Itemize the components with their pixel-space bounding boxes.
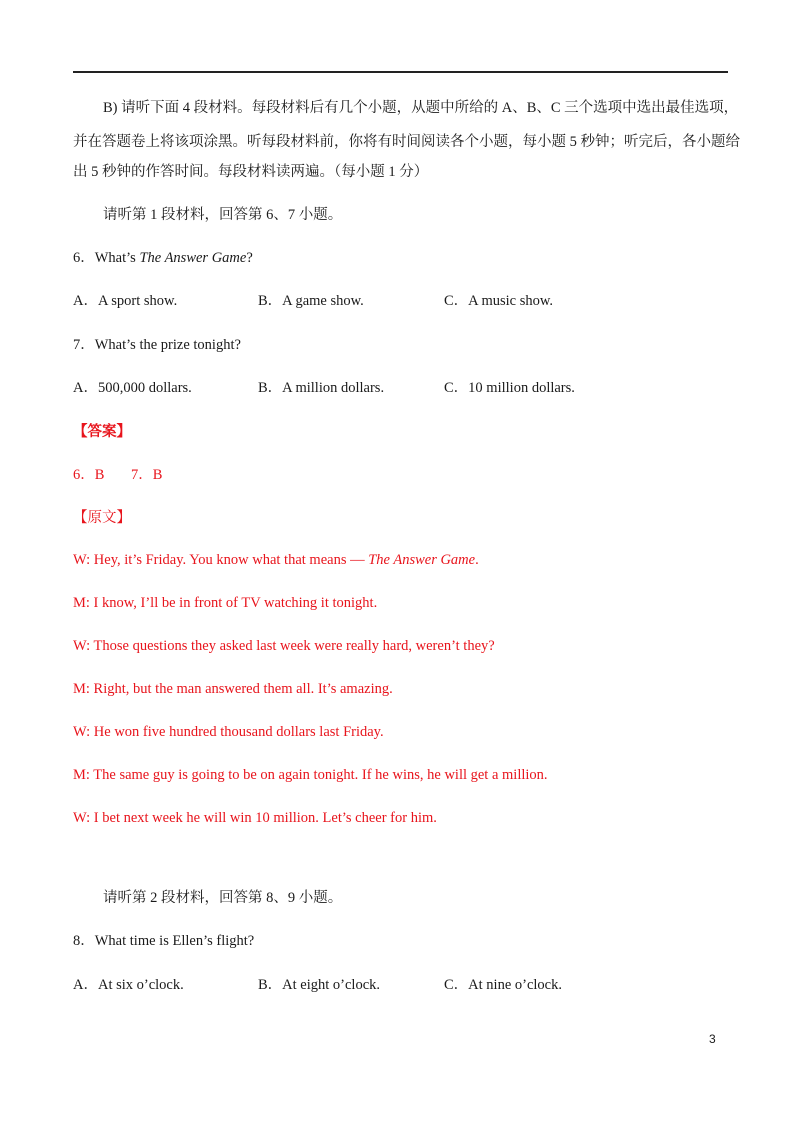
transcript-line: M: I know, I’ll be in front of TV watching it tonight.	[73, 595, 378, 611]
question-8: 8．What time is Ellen’s flight?	[73, 933, 255, 949]
q6-option-a: A．A sport show.	[73, 293, 178, 309]
instructions-line-3: 出 5 秒钟的作答时间。每段材料读两遍。（每小题 1 分）	[73, 164, 429, 180]
q8-option-b: B．At eight o’clock.	[258, 977, 381, 993]
section2-intro: 请听第 2 段材料，回答第 8、9 小题。	[103, 890, 343, 906]
q7-option-a: A．500,000 dollars.	[73, 380, 192, 396]
transcript-line	[73, 551, 479, 569]
question-6-prefix: 6．What’s	[73, 250, 140, 266]
transcript-line: M: The same guy is going to be on again tonight. If he wins, he will get a million.	[73, 767, 548, 783]
q8-option-c: C．At nine o’clock.	[444, 977, 562, 993]
question-6	[73, 249, 253, 267]
question-6-title: The Answer Game	[139, 250, 247, 266]
transcript-line: W: I bet next week he will win 10 million. Let’s cheer for him.	[73, 810, 437, 826]
page-number: 3	[709, 1032, 716, 1046]
transcript-line: W: He won five hundred thousand dollars last Friday.	[73, 724, 384, 740]
q6-option-b: B．A game show.	[258, 293, 364, 309]
transcript-line-1-prefix: W: Hey, it’s Friday. You know what that means —	[73, 552, 369, 568]
answer-label: 【答案】	[73, 424, 131, 440]
q7-option-c: C．10 million dollars.	[444, 380, 575, 396]
question-7: 7．What’s the prize tonight?	[73, 337, 241, 353]
instructions-line-2: 并在答题卷上将该项涂黑。听每段材料前，你将有时间阅读各个小题，每小题 5 秒钟；听完后，各小题给	[73, 134, 740, 150]
section1-intro: 请听第 1 段材料，回答第 6、7 小题。	[103, 207, 343, 223]
transcript-line-1-suffix: .	[475, 552, 479, 568]
transcript-line-1-title: The Answer Game	[368, 552, 476, 568]
transcript-label: 【原文】	[73, 510, 131, 526]
question-6-suffix: ?	[246, 250, 253, 266]
q7-option-b: B．A million dollars.	[258, 380, 385, 396]
transcript-line: M: Right, but the man answered them all. It’s amazing.	[73, 681, 393, 697]
header-rule	[73, 71, 728, 73]
q8-option-a: A．At six o’clock.	[73, 977, 184, 993]
answer-7: 7．B	[131, 467, 163, 483]
transcript-line: W: Those questions they asked last week were really hard, weren’t they?	[73, 638, 495, 654]
instructions-line-1: B) 请听下面 4 段材料。每段材料后有几个小题，从题中所给的 A、B、C 三个选项中选出最佳选项，	[103, 100, 739, 116]
q6-option-c: C．A music show.	[444, 293, 554, 309]
answer-6: 6．B	[73, 467, 105, 483]
